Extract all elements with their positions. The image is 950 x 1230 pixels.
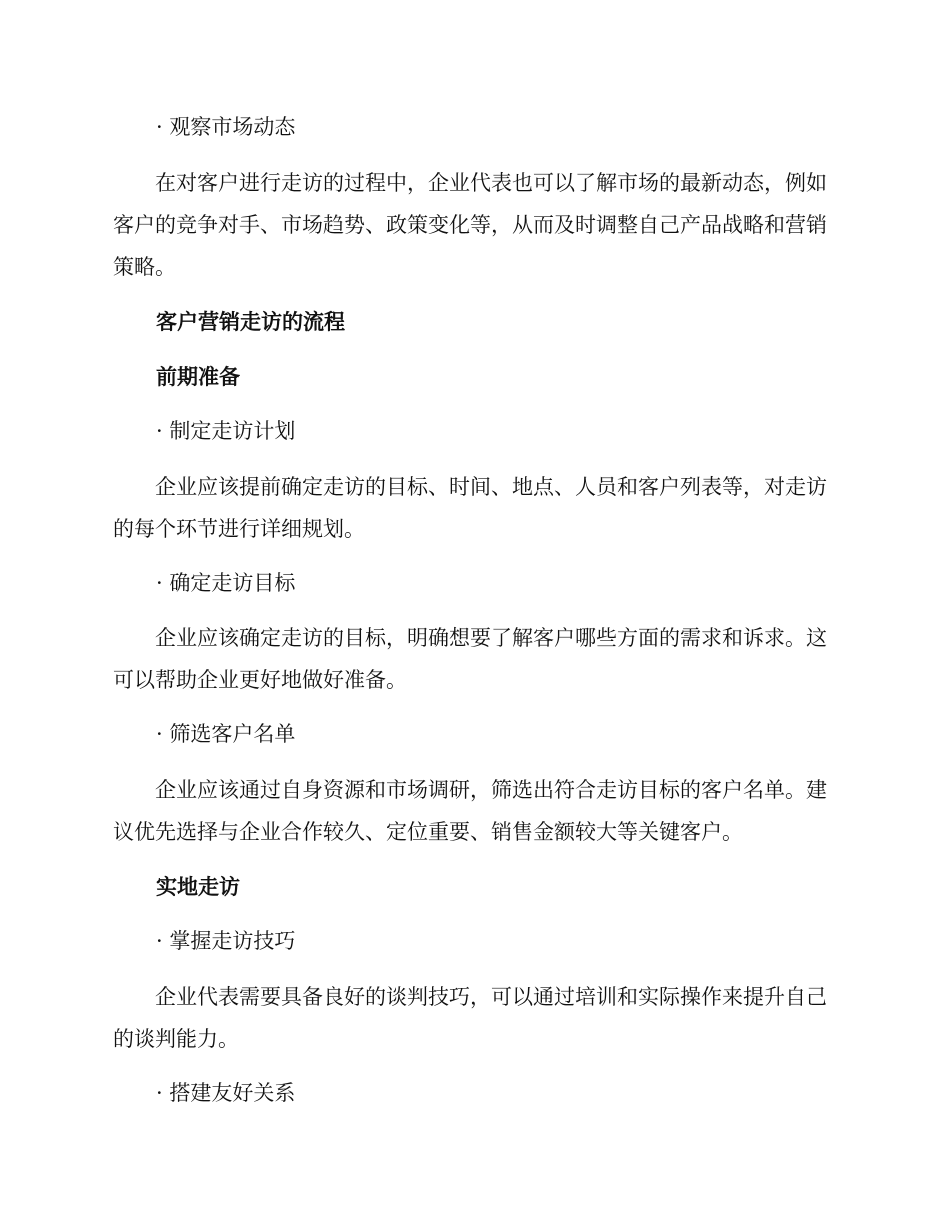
heading-field-visit: 实地走访 bbox=[156, 874, 240, 899]
bullet-visit-skills: · 掌握走访技巧 bbox=[156, 929, 296, 953]
bullet-build-relations: · 搭建友好关系 bbox=[156, 1081, 296, 1105]
bullet-set-goals: · 确定走访目标 bbox=[156, 571, 296, 595]
heading-visit-process: 客户营销走访的流程 bbox=[156, 309, 345, 334]
paragraph-visit-skills: 企业代表需要具备良好的谈判技巧，可以通过培训和实际操作来提升自己的谈判能力。 bbox=[113, 985, 827, 1051]
heading-preparation: 前期准备 bbox=[156, 364, 240, 389]
paragraph-market-dynamics: 在对客户进行走访的过程中，企业代表也可以了解市场的最新动态，例如客户的竞争对手、市场趋势、政策变化等，从而及时调整自己产品战略和营销策略。 bbox=[113, 171, 827, 279]
paragraph-make-plan: 企业应该提前确定走访的目标、时间、地点、人员和客户列表等，对走访的每个环节进行详细规划。 bbox=[113, 475, 827, 541]
bullet-make-plan: · 制定走访计划 bbox=[156, 419, 296, 443]
paragraph-set-goals: 企业应该确定走访的目标，明确想要了解客户哪些方面的需求和诉求。这可以帮助企业更好地做好准备。 bbox=[113, 626, 827, 692]
bullet-filter-customers: · 筛选客户名单 bbox=[156, 722, 296, 746]
paragraph-filter-customers: 企业应该通过自身资源和市场调研，筛选出符合走访目标的客户名单。建议优先选择与企业合作较久、定位重要、销售金额较大等关键客户。 bbox=[113, 778, 827, 844]
bullet-observe-market: · 观察市场动态 bbox=[156, 115, 296, 139]
